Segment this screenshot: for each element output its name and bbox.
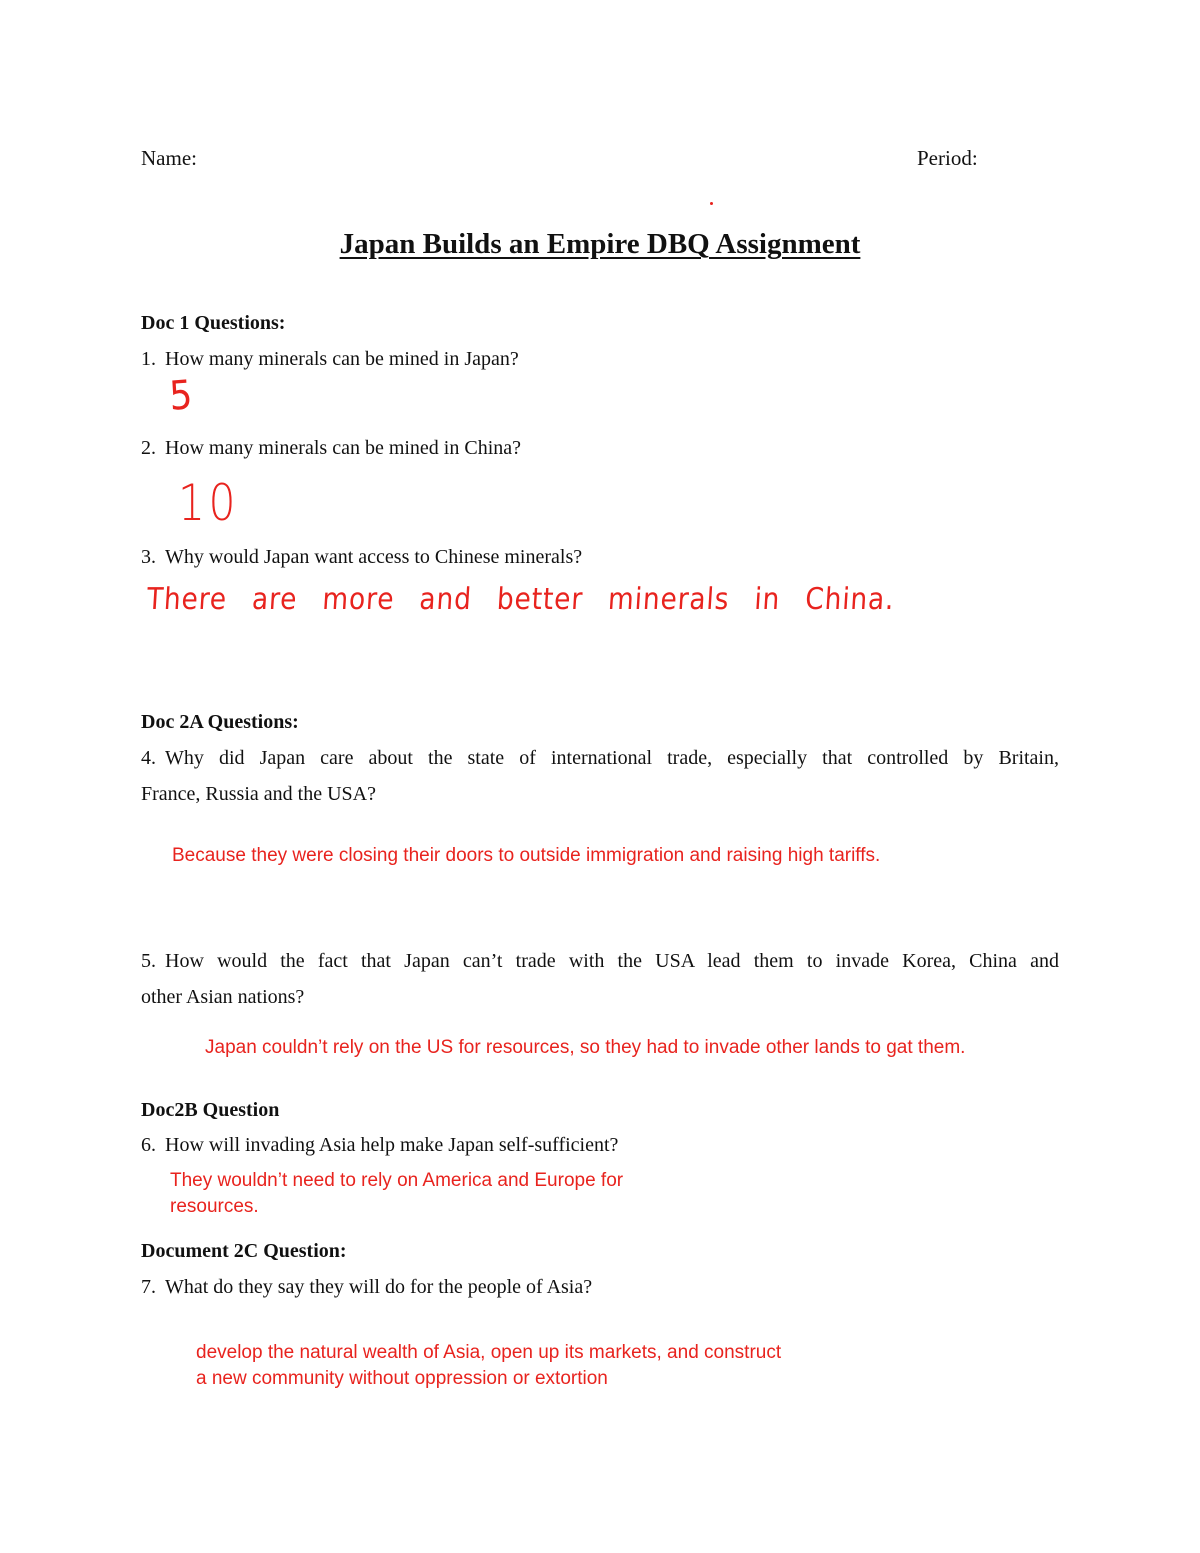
answer-2-handwritten: 10 [178,474,239,532]
answer-3-handwritten: There are more and better minerals in China. [145,582,896,617]
question-4-number: 4. [141,747,156,769]
question-1-text: How many minerals can be mined in Japan? [165,348,519,370]
page-title: Japan Builds an Empire DBQ Assignment [339,228,861,260]
question-2 [141,437,521,460]
question-6-text: How will invading Asia help make Japan self-sufficient? [165,1134,619,1156]
stray-dot-mark [710,202,713,205]
answer-4-text: Because they were closing their doors to outside immigration and raising high tariffs. [172,845,881,866]
answer-1-handwritten: 5 [168,372,194,420]
name-label: Name: [141,146,197,170]
doc2b-heading: Doc2B Question [141,1099,280,1121]
question-5-text-line-1: How would the fact that Japan can’t trade with the USA lead them to invade Korea, China and [165,950,1059,972]
doc1-heading: Doc 1 Questions: [141,312,286,334]
question-2-text: How many minerals can be mined in China? [165,437,522,459]
question-4-text-line-2: France, Russia and the USA? [141,783,376,805]
answer-6-text: They wouldn’t need to rely on America and Europe for resources. [170,1170,624,1217]
question-5-line-1 [141,950,1059,973]
question-5-text-line-2: other Asian nations? [141,986,305,1008]
doc2c-heading: Document 2C Question: [141,1240,347,1262]
question-3 [141,546,582,569]
question-1 [141,348,519,371]
question-2-number: 2. [141,437,156,459]
question-7-text: What do they say they will do for the people of Asia? [165,1276,593,1298]
question-1-number: 1. [141,348,156,370]
question-5-number: 5. [141,950,156,972]
question-4-line-1 [141,747,1059,770]
question-6-number: 6. [141,1134,156,1156]
doc2a-heading: Doc 2A Questions: [141,711,299,733]
question-7-number: 7. [141,1276,156,1298]
question-7 [141,1276,592,1299]
question-3-number: 3. [141,546,156,568]
answer-7-text: develop the natural wealth of Asia, open up its markets, and construct a new community without oppression or extortion [196,1342,782,1389]
question-4-text-line-1: Why did Japan care about the state of international trade, especially that controlled by Britain, [165,747,1059,769]
answer-5-text: Japan couldn’t rely on the US for resources, so they had to invade other lands to gat them. [205,1037,966,1058]
period-label: Period: [917,146,978,170]
question-6 [141,1134,618,1157]
question-3-text: Why would Japan want access to Chinese minerals? [165,546,583,568]
